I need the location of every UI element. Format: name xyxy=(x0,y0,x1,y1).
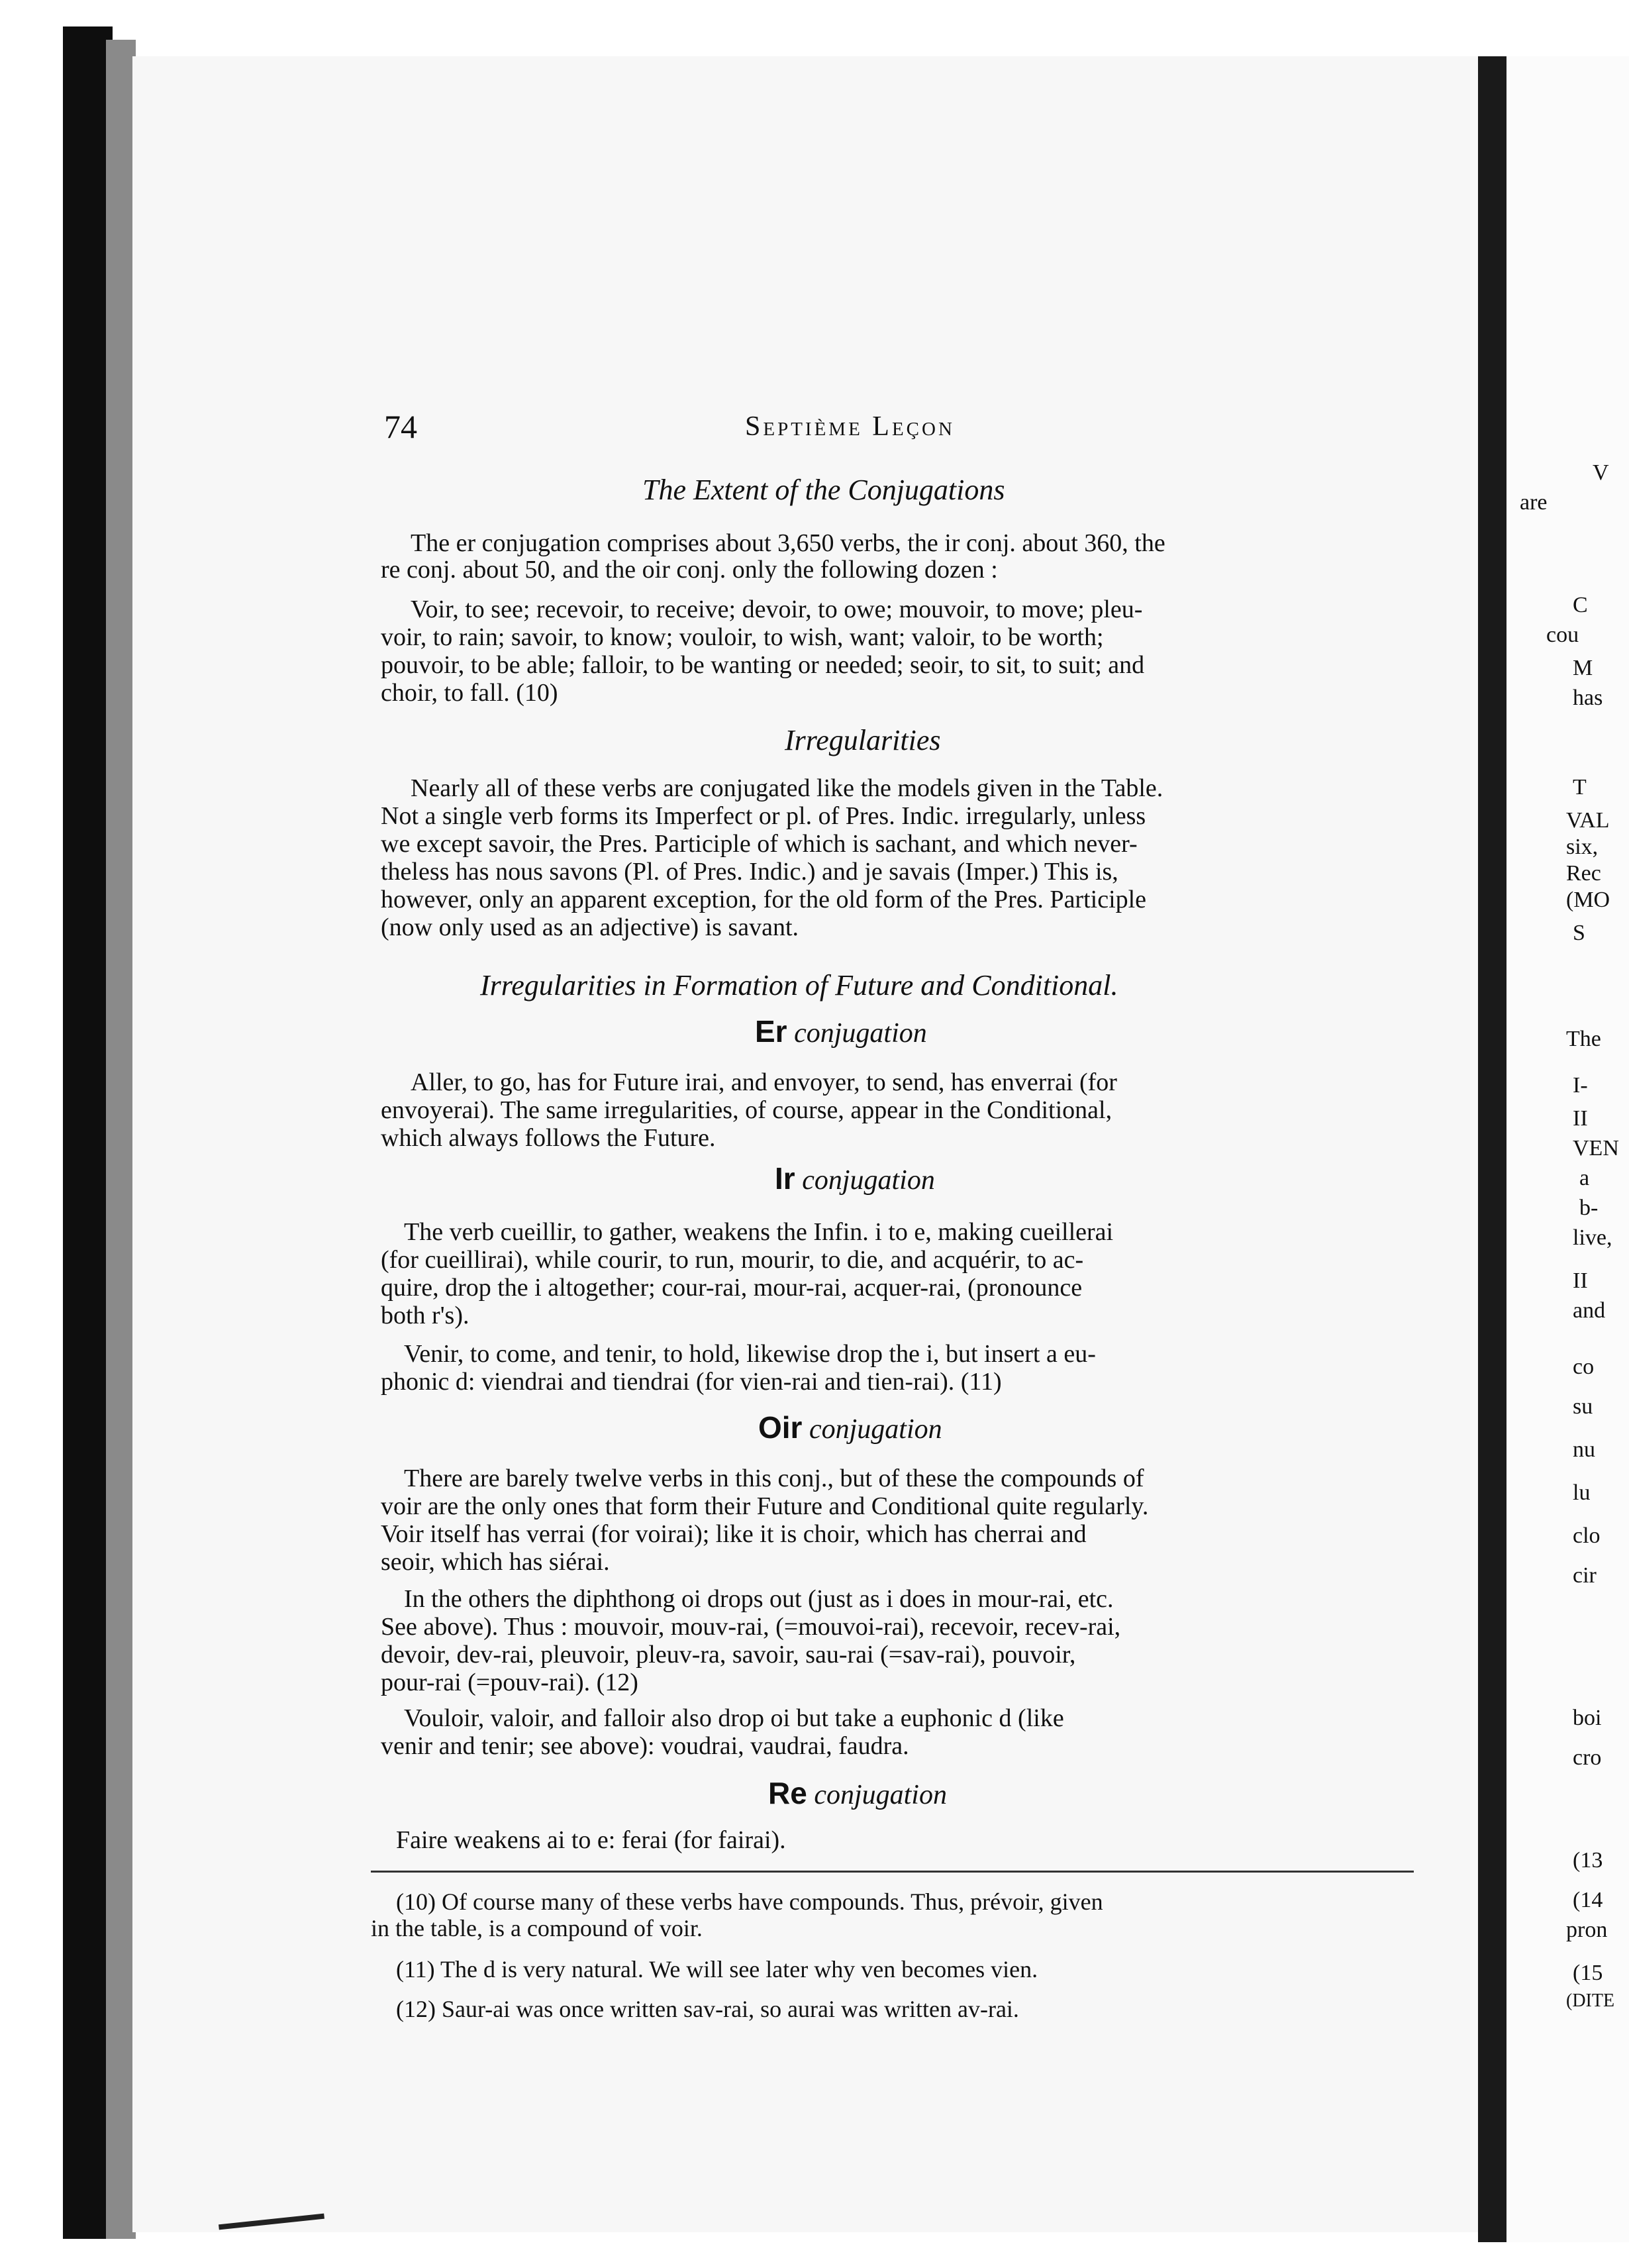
text-line: re conj. about 50, and the oir conj. only the following dozen : xyxy=(381,556,998,584)
facing-fragment: The xyxy=(1566,1027,1601,1051)
text-line: both r's). xyxy=(381,1302,469,1329)
text-line: The verb cueillir, to gather, weakens the Infin. i to e, making cueillerai xyxy=(404,1218,1114,1246)
text-line: venir and tenir; see above): voudrai, vaudrai, faudra. xyxy=(381,1732,909,1760)
text-line: voir, to rain; savoir, to know; vouloir, to wish, want; valoir, to be worth; xyxy=(381,623,1104,651)
facing-fragment: cro xyxy=(1573,1745,1602,1770)
facing-fragment: (14 xyxy=(1573,1888,1603,1912)
subheading-re: Re conjugation xyxy=(768,1776,947,1810)
section-title-irregularities: Irregularities xyxy=(785,724,941,756)
facing-fragment: cou xyxy=(1546,623,1579,647)
footnote-10-cont: in the table, is a compound of voir. xyxy=(371,1915,703,1941)
text-line: Vouloir, valoir, and falloir also drop oi but take a euphonic d (like xyxy=(404,1704,1064,1732)
facing-fragment: Rec xyxy=(1566,861,1601,886)
text-line: pouvoir, to be able; falloir, to be wanting or needed; seoir, to sit, to suit; and xyxy=(381,651,1145,679)
facing-fragment: live, xyxy=(1573,1225,1612,1250)
facing-fragment: V xyxy=(1593,460,1609,485)
text-line: (for cueillirai), while courir, to run, mourir, to die, and acquérir, to ac- xyxy=(381,1246,1084,1274)
facing-fragment: are xyxy=(1520,490,1548,515)
text-line: however, only an apparent exception, for the old form of the Pres. Participle xyxy=(381,886,1147,913)
text-line: (now only used as an adjective) is savant. xyxy=(381,913,799,941)
running-title: Septième Leçon xyxy=(745,411,955,442)
text-line: The er conjugation comprises about 3,650 verbs, the ir conj. about 360, the xyxy=(411,529,1165,557)
text-line: Not a single verb forms its Imperfect or pl. of Pres. Indic. irregularly, unless xyxy=(381,802,1146,830)
facing-fragment: C xyxy=(1573,593,1588,617)
facing-fragment: cir xyxy=(1573,1563,1597,1588)
text-line: which always follows the Future. xyxy=(381,1124,716,1152)
text-line: voir are the only ones that form their Future and Conditional quite regularly. xyxy=(381,1492,1149,1520)
facing-fragment: boi xyxy=(1573,1706,1602,1730)
footnote-10: (10) Of course many of these verbs have compounds. Thus, prévoir, given xyxy=(396,1888,1103,1915)
facing-fragment: has xyxy=(1573,686,1603,710)
text-line: Voir, to see; recevoir, to receive; devoir, to owe; mouvoir, to move; pleu- xyxy=(411,595,1143,623)
facing-fragment: (15 xyxy=(1573,1961,1603,1985)
text-line: Nearly all of these verbs are conjugated like the models given in the Table. xyxy=(411,774,1163,802)
section-title-extent: The Extent of the Conjugations xyxy=(642,474,1005,506)
facing-fragment: (DITE xyxy=(1566,1990,1615,2011)
subheading-ir: Ir conjugation xyxy=(775,1161,935,1196)
facing-fragment: and xyxy=(1573,1298,1606,1323)
facing-fragment: VAL xyxy=(1566,808,1610,833)
text-line: pour-rai (=pouv-rai). (12) xyxy=(381,1669,638,1696)
text-line: quire, drop the i altogether; cour-rai, mour-rai, acquer-rai, (pronounce xyxy=(381,1274,1083,1302)
page-number: 74 xyxy=(384,408,417,445)
facing-fragment: T xyxy=(1573,775,1587,799)
facing-fragment: I- xyxy=(1573,1073,1588,1098)
text-line: devoir, dev-rai, pleuvoir, pleuv-ra, savoir, sau-rai (=sav-rai), pouvoir, xyxy=(381,1641,1076,1669)
text-line: Venir, to come, and tenir, to hold, likewise drop the i, but insert a eu- xyxy=(404,1340,1096,1368)
facing-fragment: six, xyxy=(1566,835,1599,859)
text-line: envoyerai). The same irregularities, of course, appear in the Conditional, xyxy=(381,1096,1112,1124)
footnote-12: (12) Saur-ai was once written sav-rai, so aurai was written av-rai. xyxy=(396,1996,1019,2022)
text-line: Voir itself has verrai (for voirai); like it is choir, which has cherrai and xyxy=(381,1520,1087,1548)
facing-fragment: S xyxy=(1573,921,1585,945)
footnote-rule xyxy=(371,1871,1414,1873)
facing-fragment: M xyxy=(1573,656,1593,680)
book-spine-shadow xyxy=(1478,56,1508,2242)
text-line: we except savoir, the Pres. Participle of which is sachant, and which never- xyxy=(381,830,1138,858)
facing-fragment: VEN xyxy=(1573,1136,1619,1160)
section-title-formation: Irregularities in Formation of Future and Conditional. xyxy=(480,969,1118,1002)
facing-fragment: II xyxy=(1573,1106,1588,1131)
facing-fragment: (13 xyxy=(1573,1848,1603,1873)
scan-margin xyxy=(0,0,73,2268)
footnote-11: (11) The d is very natural. We will see later why ven becomes vien. xyxy=(396,1956,1038,1983)
text-line: phonic d: viendrai and tiendrai (for vien-rai and tien-rai). (11) xyxy=(381,1368,1002,1396)
subheading-er: Er conjugation xyxy=(755,1014,927,1049)
text-line: See above). Thus : mouvoir, mouv-rai, (=mouvoi-rai), recevoir, recev-rai, xyxy=(381,1613,1121,1641)
text-line: seoir, which has siérai. xyxy=(381,1548,610,1576)
facing-fragment: co xyxy=(1573,1355,1595,1379)
facing-fragment: lu xyxy=(1573,1480,1591,1505)
facing-fragment: clo xyxy=(1573,1523,1601,1548)
facing-fragment: b- xyxy=(1579,1196,1599,1220)
facing-fragment: a xyxy=(1579,1166,1590,1190)
scan-edge-dark xyxy=(63,26,113,2239)
facing-fragment: (MO xyxy=(1566,888,1610,912)
facing-fragment: su xyxy=(1573,1394,1593,1419)
facing-fragment: pron xyxy=(1566,1918,1608,1942)
text-line: In the others the diphthong oi drops out (just as i does in mour-rai, etc. xyxy=(404,1585,1114,1613)
text-line: Faire weakens ai to e: ferai (for fairai). xyxy=(396,1826,786,1854)
text-line: choir, to fall. (10) xyxy=(381,679,558,707)
subheading-oir: Oir conjugation xyxy=(758,1410,942,1445)
facing-fragment: nu xyxy=(1573,1437,1595,1462)
scan-edge-gray xyxy=(106,40,136,2239)
facing-page xyxy=(1506,56,1629,2242)
facing-fragment: II xyxy=(1573,1268,1588,1293)
text-line: There are barely twelve verbs in this conj., but of these the compounds of xyxy=(404,1465,1144,1492)
text-line: theless has nous savons (Pl. of Pres. Indic.) and je savais (Imper.) This is, xyxy=(381,858,1118,886)
text-line: Aller, to go, has for Future irai, and envoyer, to send, has enverrai (for xyxy=(411,1068,1117,1096)
